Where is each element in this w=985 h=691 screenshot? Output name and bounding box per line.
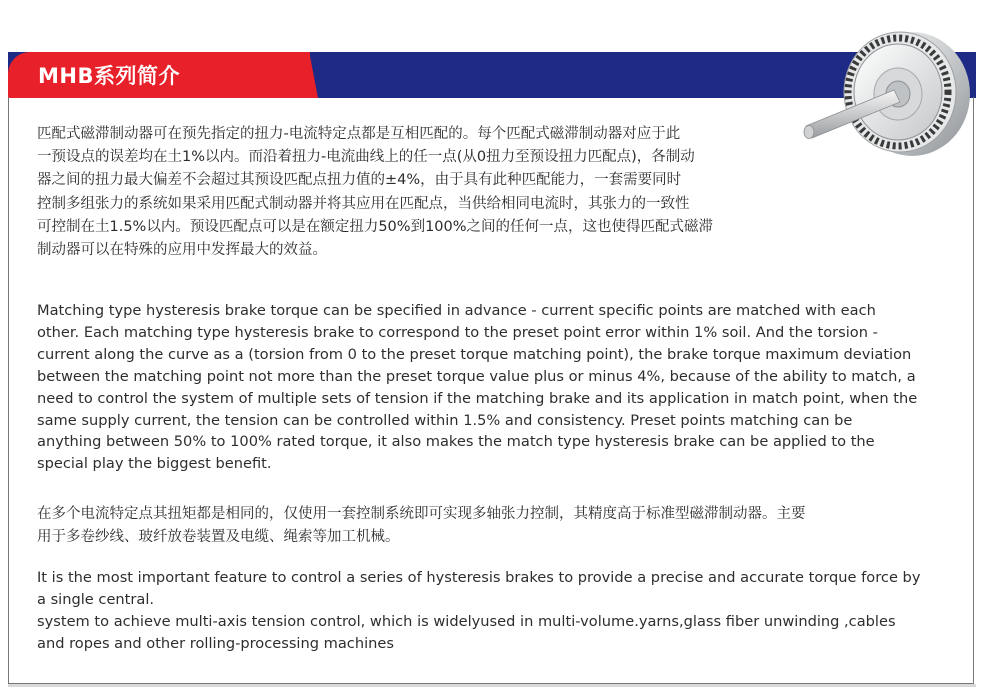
apps-en-line: It is the most important feature to control a series of hysteresis brakes to provide a precise and accurate torque force by [37, 569, 921, 586]
intro-en-line: between the matching point not more than the preset torque value plus or minus 4%, because of the ability to match, a [37, 367, 916, 385]
intro-en-line: need to control the system of multiple sets of tension if the matching brake and its application in match point, when the [37, 389, 918, 407]
apps-en-line: system to achieve multi-axis tension control, which is widelyused in multi-volume.yarns,glass fiber unwinding ,cables [37, 612, 896, 630]
applications-english [37, 567, 920, 655]
frame-shadow [8, 684, 976, 687]
intro-en-line: current along the curve as a (torsion from 0 to the preset torque matching point), the brake torque maximum deviation [37, 345, 912, 363]
section-title: MHB系列简介 [38, 64, 180, 88]
apps-en-line: a single central. [37, 590, 155, 608]
apps-en-line: and ropes and other rolling-processing machines [37, 634, 394, 652]
intro-zh-line: 匹配式磁滞制动器可在预先指定的扭力-电流特定点都是互相匹配的。每个匹配式磁滞制动器对应于此 [37, 126, 681, 142]
intro-zh-line: 制动器可以在特殊的应用中发挥最大的效益。 [37, 242, 327, 259]
intro-zh-line: 一预设点的误差均在土1%以内。而沿着扭力-电流曲线上的任一点(从0扭力至预设扭力匹配点)，各制动 [37, 149, 695, 166]
intro-en-line: anything between 50% to 100% rated torque, it also makes the match type hysteresis brake can be applied to the [37, 433, 875, 451]
intro-zh-line: 控制多组张力的系统如果采用匹配式制动器并将其应用在匹配点，当供给相同电流时，其张力的一致性 [37, 195, 690, 212]
intro-zh-line: 器之间的扭力最大偏差不会超过其预设匹配点扭力值的±4%，由于具有此种匹配能力，一套需要同时 [37, 172, 682, 189]
intro-en-line: special play the biggest benefit. [37, 455, 272, 473]
intro-en-line: same supply current, the tension can be controlled within 1.5% and consistency. Preset points matching can be [37, 411, 853, 429]
intro-chinese [37, 123, 713, 262]
hysteresis-brake-photo [800, 14, 972, 186]
applications-chinese [37, 503, 806, 549]
intro-zh-line: 可控制在土1.5%以内。预设匹配点可以是在额定扭力50%到100%之间的任何一点，这也使得匹配式磁滞 [37, 218, 714, 235]
apps-zh-line: 用于多卷纱线、玻纤放卷装置及电缆、绳索等加工机械。 [37, 529, 400, 546]
intro-en-line: Matching type hysteresis brake torque can be specified in advance - current specific points are matched with each [37, 302, 876, 319]
intro-english [37, 300, 917, 475]
intro-en-line: other. Each matching type hysteresis brake to correspond to the preset point error within 1% soil. And the torsion - [37, 323, 878, 341]
apps-zh-line: 在多个电流特定点其扭矩都是相同的，仅使用一套控制系统即可实现多轴张力控制，其精度高于标准型磁滞制动器。主要 [37, 506, 806, 522]
